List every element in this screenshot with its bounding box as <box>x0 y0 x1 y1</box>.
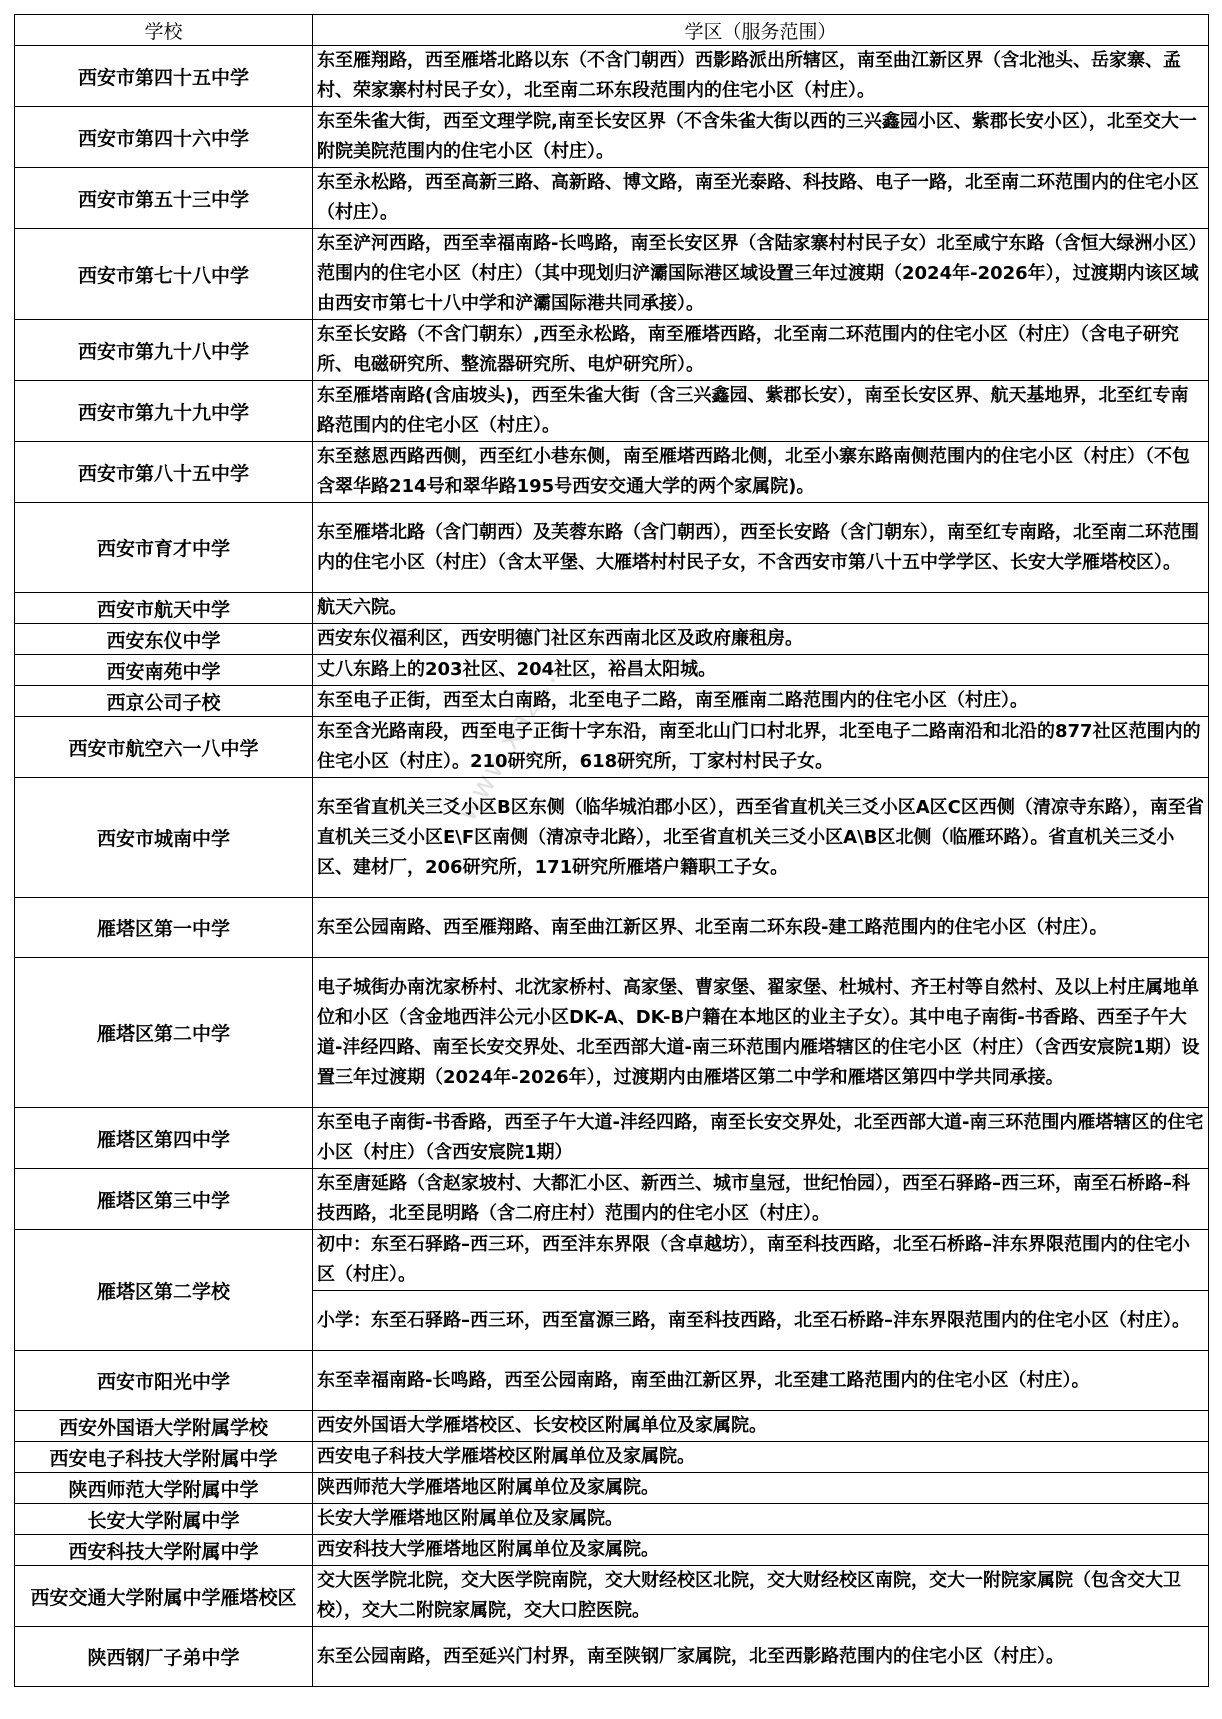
watermark: www.xaz... <box>450 662 564 827</box>
district-area-cell: 西安科技大学雁塔地区附属单位及家属院。 <box>313 1535 1209 1566</box>
school-name-cell: 西安市第九十八中学 <box>15 320 313 381</box>
district-area-cell: 东至长安路（不含门朝东）,西至永松路，南至雁塔西路，北至南二环范围内的住宅小区（村庄）（含电子研究所、电磁研究所、整流器研究所、电炉研究所）。 <box>313 320 1209 381</box>
school-name-cell: 西安市第七十八中学 <box>15 229 313 320</box>
school-name-cell: 西安市第四十六中学 <box>15 107 313 168</box>
district-area-cell: 东至慈恩西路西侧，西至红小巷东侧，南至雁塔西路北侧，北至小寨东路南侧范围内的住宅小区（村庄）（不包含翠华路214号和翠华路195号西安交通大学的两个家属院)。 <box>313 442 1209 503</box>
table-row <box>15 168 1209 229</box>
table-row <box>15 320 1209 381</box>
table-row <box>15 1411 1209 1442</box>
school-name-cell: 西安市阳光中学 <box>15 1351 313 1411</box>
school-district-table-wrapper <box>14 14 1208 1687</box>
school-name-cell: 西安市航空六一八中学 <box>15 717 313 778</box>
school-name-cell: 陕西师范大学附属中学 <box>15 1473 313 1504</box>
table-row <box>15 442 1209 503</box>
table-row <box>15 381 1209 442</box>
school-name-cell: 西安交通大学附属中学雁塔校区 <box>15 1566 313 1627</box>
district-area-cell: 东至雁塔北路（含门朝西）及芙蓉东路（含门朝西），西至长安路（含门朝东），南至红专南路，北至南二环范围内的住宅小区（村庄）（含太平堡、大雁塔村村民子女，不含西安市第八十五中学学区、长安大学雁塔校区）。 <box>313 503 1209 593</box>
table-body <box>15 46 1209 1687</box>
school-name-cell: 雁塔区第四中学 <box>15 1108 313 1169</box>
district-area-cell: 东至浐河西路，西至幸福南路-长鸣路，南至长安区界（含陆家寨村村民子女）北至咸宁东路（含恒大绿洲小区）范围内的住宅小区（村庄）（其中现划归浐灞国际港区域设置三年过渡期（2024年-2026年），过渡期内该区域由西安市第七十八中学和浐灞国际港共同承接）。 <box>313 229 1209 320</box>
table-row <box>15 655 1209 686</box>
table-row <box>15 1169 1209 1230</box>
district-area-cell: 小学：东至石驿路–西三环，西至富源三路，南至科技西路，北至石桥路–沣东界限范围内的住宅小区（村庄）。 <box>313 1291 1209 1351</box>
header-school: 学校 <box>15 15 313 46</box>
school-name-cell: 西安市城南中学 <box>15 778 313 898</box>
school-name-cell: 雁塔区第一中学 <box>15 898 313 958</box>
school-name-cell: 陕西钢厂子弟中学 <box>15 1627 313 1687</box>
district-area-cell: 初中：东至石驿路–西三环，西至沣东界限（含卓越坊），南至科技西路，北至石桥路–沣东界限范围内的住宅小区（村庄）。 <box>313 1230 1209 1291</box>
school-name-cell: 西安市第五十三中学 <box>15 168 313 229</box>
district-area-cell: 东至幸福南路-长鸣路，西至公园南路，南至曲江新区界，北至建工路范围内的住宅小区（村庄）。 <box>313 1351 1209 1411</box>
table-row <box>15 624 1209 655</box>
school-name-cell: 西安市第四十五中学 <box>15 46 313 107</box>
district-area-cell: 东至雁塔南路(含庙坡头)，西至朱雀大街（含三兴鑫园、紫郡长安），南至长安区界、航天基地界，北至红专南路范围内的住宅小区（村庄）。 <box>313 381 1209 442</box>
school-name-cell: 西安市航天中学 <box>15 593 313 624</box>
table-header-row <box>15 15 1209 46</box>
table-row <box>15 229 1209 320</box>
table-row <box>15 107 1209 168</box>
table-row <box>15 778 1209 898</box>
table-row <box>15 1473 1209 1504</box>
table-row <box>15 46 1209 107</box>
school-district-table <box>14 14 1209 1687</box>
table-row <box>15 717 1209 778</box>
district-area-cell: 航天六院。 <box>313 593 1209 624</box>
district-area-cell: 东至公园南路、西至雁翔路、南至曲江新区界、北至南二环东段-建工路范围内的住宅小区（村庄）。 <box>313 898 1209 958</box>
district-area-cell: 东至公园南路，西至延兴门村界，南至陕钢厂家属院，北至西影路范围内的住宅小区（村庄）。 <box>313 1627 1209 1687</box>
district-area-cell: 长安大学雁塔地区附属单位及家属院。 <box>313 1504 1209 1535</box>
table-row <box>15 1535 1209 1566</box>
table-row <box>15 898 1209 958</box>
table-row <box>15 1442 1209 1473</box>
school-name-cell: 雁塔区第三中学 <box>15 1169 313 1230</box>
school-name-cell: 西安市第九十九中学 <box>15 381 313 442</box>
table-row <box>15 958 1209 1108</box>
district-area-cell: 丈八东路上的203社区、204社区，裕昌太阳城。 <box>313 655 1209 686</box>
district-area-cell: 东至唐延路（含赵家坡村、大都汇小区、新西兰、城市皇冠，世纪怡园），西至石驿路–西三环，南至石桥路–科技西路，北至昆明路（含二府庄村）范围内的住宅小区（村庄）。 <box>313 1169 1209 1230</box>
school-name-cell: 雁塔区第二中学 <box>15 958 313 1108</box>
district-area-cell: 西安外国语大学雁塔校区、长安校区附属单位及家属院。 <box>313 1411 1209 1442</box>
district-area-cell: 东至含光路南段，西至电子正街十字东沿，南至北山门口村北界，北至电子二路南沿和北沿的877社区范围内的住宅小区（村庄）。210研究所，618研究所，丁家村村民子女。 <box>313 717 1209 778</box>
table-row <box>15 1351 1209 1411</box>
table-row <box>15 503 1209 593</box>
district-area-cell: 东至朱雀大街，西至文理学院,南至长安区界（不含朱雀大街以西的三兴鑫园小区、紫郡长安小区），北至交大一附院美院范围内的住宅小区（村庄）。 <box>313 107 1209 168</box>
table-row <box>15 1230 1209 1291</box>
district-area-cell: 东至省直机关三爻小区B区东侧（临华城泊郡小区），西至省直机关三爻小区A区C区西侧（清凉寺东路），南至省直机关三爻小区E\F区南侧（清凉寺北路），北至省直机关三爻小区A\B区北侧（临雁环路）。省直机关三爻小区、建材厂，206研究所，171研究所雁塔户籍职工子女。 <box>313 778 1209 898</box>
district-area-cell: 陕西师范大学雁塔地区附属单位及家属院。 <box>313 1473 1209 1504</box>
table-row <box>15 686 1209 717</box>
school-name-cell: 西安科技大学附属中学 <box>15 1535 313 1566</box>
district-area-cell: 东至电子正街，西至太白南路，北至电子二路，南至雁南二路范围内的住宅小区（村庄）。 <box>313 686 1209 717</box>
table-row <box>15 1108 1209 1169</box>
school-name-cell: 西安市育才中学 <box>15 503 313 593</box>
district-area-cell: 电子城街办南沈家桥村、北沈家桥村、高家堡、曹家堡、翟家堡、杜城村、齐王村等自然村、及以上村庄属地单位和小区（含金地西沣公元小区DK-A、DK-B户籍在本地区的业主子女）。其中电子南街-书香路、西至子午大道-沣经四路、南至长安交界处、北至西部大道-南三环范围内雁塔辖区的住宅小区（村庄）（含西安宸院1期）设置三年过渡期（2024年-2026年），过渡期内由雁塔区第二中学和雁塔区第四中学共同承接。 <box>313 958 1209 1108</box>
table-row <box>15 1504 1209 1535</box>
table-row <box>15 1627 1209 1687</box>
district-area-cell: 西安东仪福利区，西安明德门社区东西南北区及政府廉租房。 <box>313 624 1209 655</box>
district-area-cell: 西安电子科技大学雁塔校区附属单位及家属院。 <box>313 1442 1209 1473</box>
district-area-cell: 东至电子南街-书香路，西至子午大道-沣经四路，南至长安交界处，北至西部大道-南三环范围内雁塔辖区的住宅小区（村庄）（含西安宸院1期） <box>313 1108 1209 1169</box>
school-name-cell: 西安外国语大学附属学校 <box>15 1411 313 1442</box>
header-area: 学区（服务范围） <box>313 15 1209 46</box>
school-name-cell: 西安市第八十五中学 <box>15 442 313 503</box>
table-row <box>15 1566 1209 1627</box>
school-name-cell: 长安大学附属中学 <box>15 1504 313 1535</box>
school-name-cell: 西安南苑中学 <box>15 655 313 686</box>
table-row <box>15 593 1209 624</box>
district-area-cell: 东至永松路，西至高新三路、高新路、博文路，南至光泰路、科技路、电子一路，北至南二环范围内的住宅小区（村庄）。 <box>313 168 1209 229</box>
school-name-cell: 雁塔区第二学校 <box>15 1230 313 1351</box>
school-name-cell: 西安电子科技大学附属中学 <box>15 1442 313 1473</box>
district-area-cell: 交大医学院北院，交大医学院南院，交大财经校区北院，交大财经校区南院，交大一附院家属院（包含交大卫校），交大二附院家属院，交大口腔医院。 <box>313 1566 1209 1627</box>
school-name-cell: 西京公司子校 <box>15 686 313 717</box>
district-area-cell: 东至雁翔路，西至雁塔北路以东（不含门朝西）西影路派出所辖区，南至曲江新区界（含北池头、岳家寨、孟村、荣家寨村村民子女），北至南二环东段范围内的住宅小区（村庄）。 <box>313 46 1209 107</box>
school-name-cell: 西安东仪中学 <box>15 624 313 655</box>
